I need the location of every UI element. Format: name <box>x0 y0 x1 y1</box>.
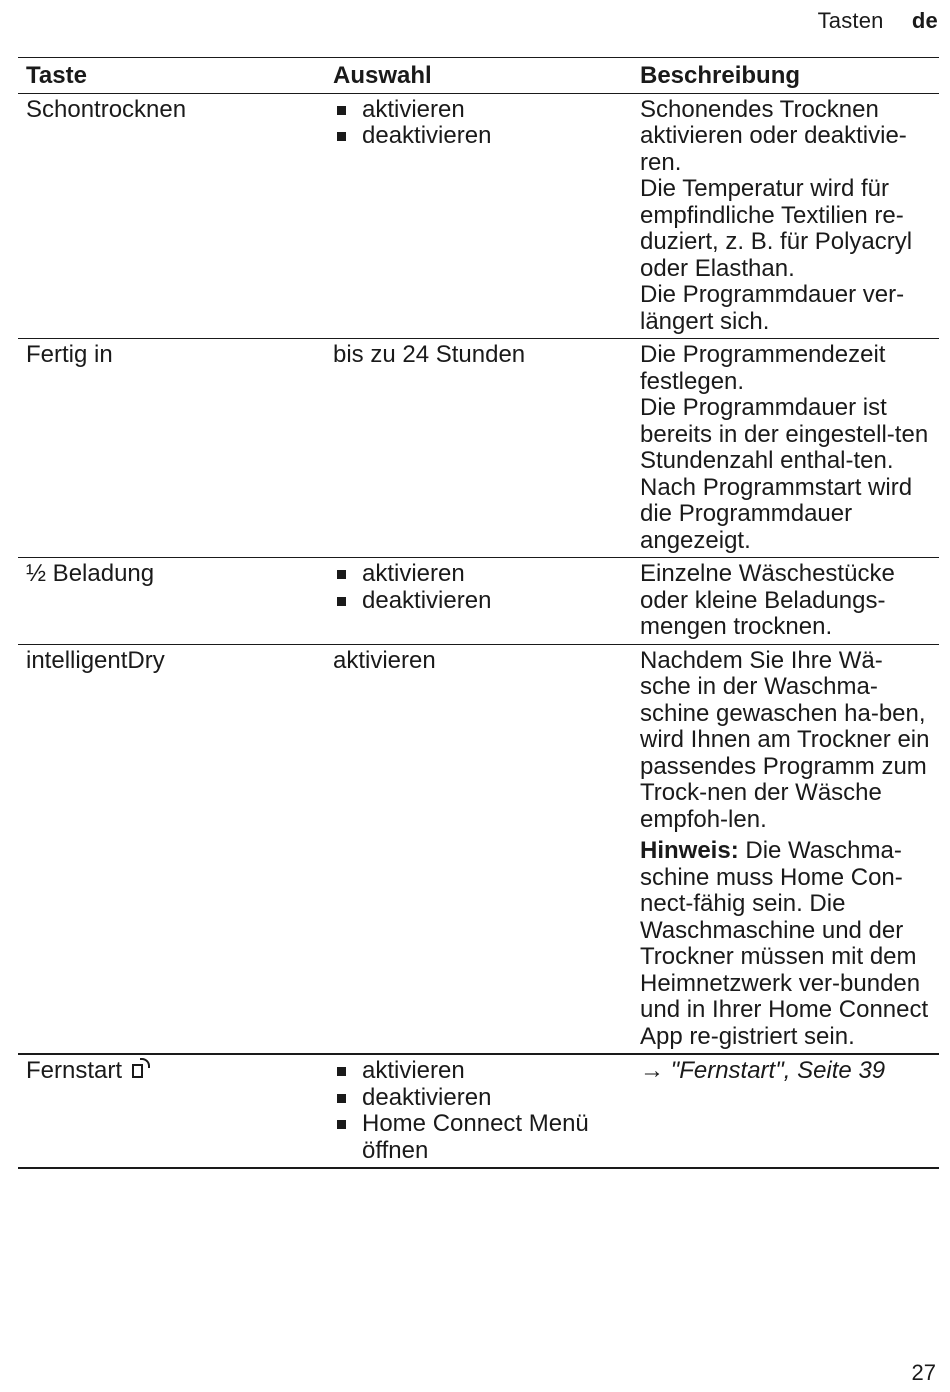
note-label: Hinweis: <box>640 837 739 864</box>
beschreibung-cell <box>632 1054 939 1168</box>
note-block <box>640 838 931 1050</box>
description-text: Einzelne Wäschestücke oder kleine Beladungs-mengen trocknen. <box>640 560 895 640</box>
option-item: Home Connect Menü öffnen <box>333 1111 624 1164</box>
section-title: Tasten <box>817 8 884 33</box>
auswahl-cell: bis zu 24 Stunden <box>325 339 632 558</box>
note-text: Die Waschma-schine muss Home Con-nect-fähig sein. Die Waschmaschine und der Trockner müssen mit dem Heimnetzwerk ver-bunden und in Ihrer Home Connect App re-gistriert sein. <box>640 837 929 1050</box>
description-text: Die Programmendezeit festlegen. <box>640 341 886 395</box>
auswahl-cell: aktivieren <box>325 644 632 1054</box>
option-item: aktivieren <box>333 1058 624 1085</box>
description-text: Die Programmdauer ver-längert sich. <box>640 281 905 335</box>
table-row <box>18 644 939 1054</box>
beschreibung-cell <box>632 644 939 1054</box>
description-text: Nach Programmstart wird die Programmdauer angezeigt. <box>640 473 913 554</box>
description-text: Die Programmdauer ist bereits in der eingestell-ten Stundenzahl enthal-ten. <box>640 394 929 474</box>
auswahl-cell <box>325 558 632 645</box>
cross-reference-link[interactable]: → "Fernstart", Seite 39 <box>640 1057 886 1084</box>
column-header-beschreibung: Beschreibung <box>632 58 939 94</box>
option-item: deaktivieren <box>333 1085 624 1112</box>
column-header-auswahl: Auswahl <box>325 58 632 94</box>
description-text: Schonendes Trocknen aktivieren oder deaktivie-ren. <box>640 95 907 176</box>
auswahl-cell <box>325 93 632 339</box>
option-item: deaktivieren <box>333 588 624 615</box>
taste-label: Fernstart <box>26 1057 123 1084</box>
column-header-taste: Taste <box>18 58 325 94</box>
table-row <box>18 558 939 645</box>
taste-cell: ½ Beladung <box>18 558 325 645</box>
beschreibung-cell <box>632 558 939 645</box>
page-number: 27 <box>911 1360 936 1385</box>
table-row <box>18 1054 939 1168</box>
table-row <box>18 339 939 558</box>
option-list <box>333 561 624 614</box>
table-row <box>18 93 939 339</box>
remote-start-icon <box>131 1058 149 1080</box>
auswahl-cell <box>325 1054 632 1168</box>
taste-cell: intelligentDry <box>18 644 325 1054</box>
beschreibung-cell <box>632 339 939 558</box>
option-item: deaktivieren <box>333 123 624 150</box>
table-header-row <box>18 58 939 94</box>
description-text: Die Temperatur wird für empfindliche Textilien re-duziert, z. B. für Polyacryl oder Elasthan. <box>640 175 913 282</box>
page-header <box>818 8 938 34</box>
option-list <box>333 97 624 150</box>
taste-cell <box>18 1054 325 1168</box>
beschreibung-cell <box>632 93 939 339</box>
option-list <box>333 1058 624 1164</box>
option-item: aktivieren <box>333 97 624 124</box>
option-item: aktivieren <box>333 561 624 588</box>
taste-cell: Schontrocknen <box>18 93 325 339</box>
taste-cell: Fertig in <box>18 339 325 558</box>
button-table <box>18 57 939 1169</box>
language-code: de <box>911 8 938 33</box>
description-text: Nachdem Sie Ihre Wä-sche in der Waschma-schine gewaschen ha-ben, wird Ihnen am Trockner ein passendes Programm zum Trock-nen der Wäsche empfoh-len. <box>640 646 930 833</box>
